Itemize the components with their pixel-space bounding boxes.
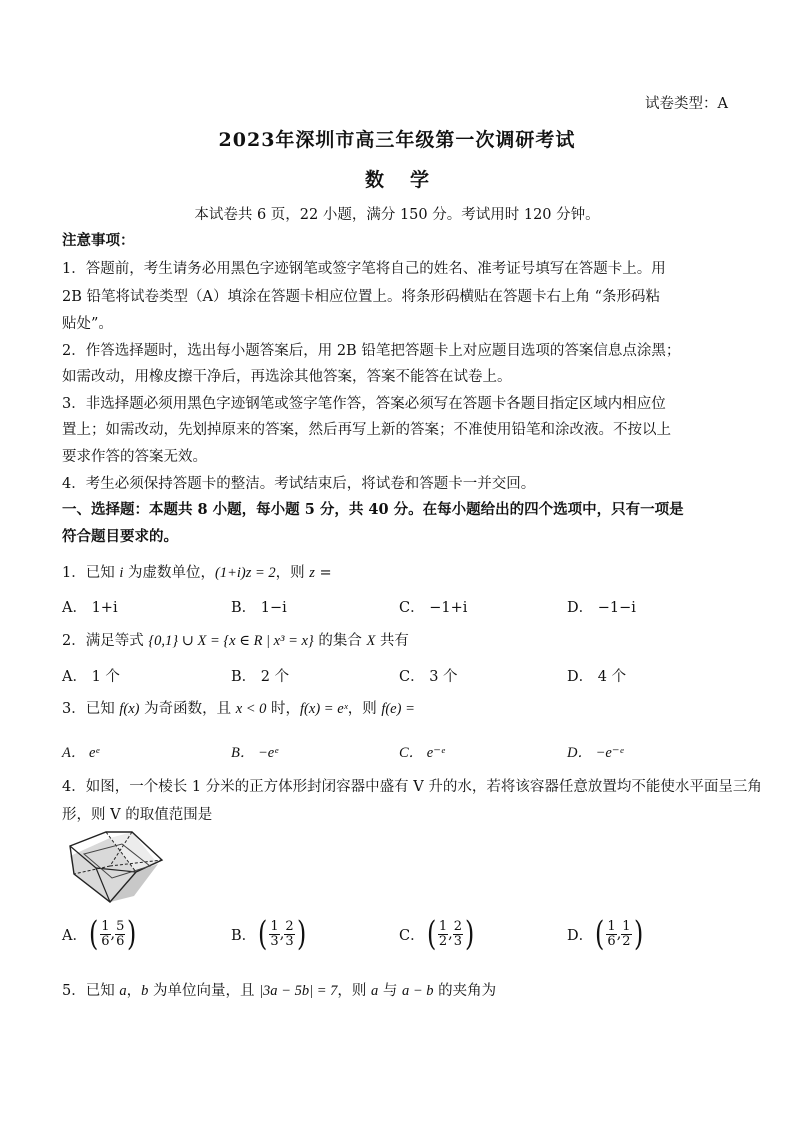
question-5 (62, 979, 496, 1000)
q3-text: 为奇函数，且 (139, 701, 236, 717)
fraction-denominator: 3 (285, 933, 294, 949)
q2-option-d: D． 4 个 (567, 669, 627, 685)
q4-option-c: C． ( $\frac{1}{2}$ , $\frac{2}{3}$ ) (399, 914, 475, 954)
notes-line: 4．考生必须保持答题卡的整洁。考试结束后，将试卷和答题卡一并交回。 (62, 476, 536, 492)
exam-info: 本试卷共 6 页，22 小题，满分 150 分。考试用时 120 分钟。 (194, 207, 600, 223)
q3-fx: f(x) (119, 701, 140, 717)
question-2 (62, 629, 409, 650)
fraction-numerator: 1 (101, 918, 110, 934)
q5-text: 已知 (85, 983, 120, 999)
notes-line: 贴处”。 (62, 316, 113, 332)
question-number: 5． (62, 983, 86, 999)
cube-figure (66, 828, 166, 906)
fraction-numerator: 1 (270, 918, 279, 934)
q3-option-b: B． −eᵉ (231, 745, 279, 761)
q3-definition: f(x) = eˣ (300, 701, 348, 717)
fraction (115, 920, 125, 949)
q1-option-c: C． −1+i (399, 600, 468, 616)
notes-line: 2．作答选择题时，选出每小题答案后，用 2B 铅笔把答题卡上对应题目选项的答案信息点涂黑； (62, 343, 681, 359)
q2-option-b: B． 2 个 (231, 669, 290, 685)
q2-text: 共有 (375, 633, 409, 649)
fraction-numerator: 2 (285, 918, 294, 934)
q5-text: ，则 (337, 983, 371, 999)
fraction (453, 920, 463, 949)
notes-line: 置上；如需改动，先划掉原来的答案，然后再写上新的答案；不准使用铅笔和涂改液。不按以上 (62, 422, 671, 438)
q1-text: 为虚数单位， (123, 565, 215, 581)
fraction (621, 920, 631, 949)
q4-option-d: D． ( $\frac{1}{6}$ , $\frac{1}{2}$ ) (567, 914, 643, 954)
question-number: 4． (62, 779, 86, 795)
fraction (269, 920, 279, 949)
fraction-denominator: 6 (101, 933, 110, 949)
q1-option-d: D． −1−i (567, 600, 636, 616)
q1-var-z: z (309, 565, 315, 581)
fraction-denominator: 2 (438, 933, 448, 949)
q1-option-a: A． 1+i (62, 600, 118, 616)
q4-text-cont: 形，则 V 的取值范围是 (62, 807, 213, 823)
cube-with-water-icon (66, 828, 166, 906)
notes-line: 1．答题前，考生请务必用黑色字迹钢笔或签字笔将自己的姓名、准考证号填写在答题卡上。用 (62, 261, 666, 277)
section-heading-cont: 符合题目要求的。 (62, 528, 178, 545)
fraction (284, 920, 294, 949)
option-letter: C． (399, 927, 425, 944)
q5-equation: |3a − 5b| = 7 (259, 983, 338, 999)
q3-option-a: A． eᵉ (62, 745, 100, 761)
q5-text: 的夹角为 (433, 983, 497, 999)
fraction-denominator: 2 (622, 933, 631, 949)
q5-text: 与 (378, 983, 402, 999)
question-number: 2． (62, 633, 86, 649)
q5-vector-a: a (119, 983, 127, 999)
q3-option-d: D． −e⁻ᵉ (567, 745, 624, 761)
fraction (438, 920, 448, 949)
fraction-numerator: 2 (453, 918, 463, 934)
fraction (606, 920, 616, 949)
q1-var-i: i (119, 565, 124, 581)
fraction-numerator: 1 (438, 918, 448, 934)
q1-option-b: B． 1−i (231, 600, 287, 616)
section-heading: 一、选择题：本题共 8 小题，每小题 5 分，共 40 分。在每小题给出的四个选项中，只有一项是 (62, 501, 684, 518)
question-4 (62, 775, 762, 796)
option-letter: A． (62, 927, 87, 944)
q2-text: 满足等式 (85, 633, 149, 649)
q5-text: 为单位向量，且 (148, 983, 260, 999)
fraction-numerator: 5 (116, 918, 125, 934)
fraction-numerator: 1 (607, 918, 616, 934)
q1-text: ，则 (275, 565, 310, 581)
page-title: 2023年深圳市高三年级第一次调研考试 (218, 129, 576, 151)
q3-option-c: C． e⁻ᵉ (399, 745, 445, 761)
subject-title: 数学 (364, 169, 455, 191)
q3-condition: x < 0 (235, 701, 267, 717)
q5-difference: a − b (401, 983, 434, 999)
q3-text: ，则 (347, 701, 382, 717)
fraction-denominator: 6 (116, 933, 125, 949)
q3-text: 已知 (85, 701, 120, 717)
question-number: 3． (62, 701, 86, 717)
q2-option-c: C． 3 个 (399, 669, 458, 685)
fraction-denominator: 3 (453, 933, 463, 949)
q5-vector-a: a (370, 983, 379, 999)
fraction-numerator: 1 (622, 918, 631, 934)
q4-option-b: B． ( $\frac{1}{3}$ , $\frac{2}{3}$ ) (231, 914, 306, 954)
q2-equation: {0,1} ∪ X = {x ∈ R | x³ = x} (148, 633, 314, 649)
q1-equation: (1+i)z = 2 (214, 565, 276, 581)
q2-option-a: A． 1 个 (62, 669, 120, 685)
fraction (100, 920, 110, 949)
q3-fe: f(e) = (381, 701, 415, 717)
fraction-denominator: 3 (270, 933, 279, 949)
fraction-denominator: 6 (607, 933, 616, 949)
q2-var-x: X (366, 633, 376, 649)
question-1 (62, 561, 332, 582)
notes-heading: 注意事项： (62, 232, 135, 249)
q1-text: = (314, 565, 332, 581)
paper-type-label: 试卷类型：A (645, 96, 728, 112)
notes-line: 要求作答的答案无效。 (62, 449, 207, 465)
question-3 (62, 697, 415, 718)
q1-text: 已知 (85, 565, 120, 581)
notes-line: 如需改动，用橡皮擦干净后，再选涂其他答案，答案不能答在试卷上。 (62, 369, 512, 385)
q4-text: 如图，一个棱长 1 分米的正方体形封闭容器中盛有 V 升的水，若将该容器任意放置均不能使水平面呈三角 (85, 779, 762, 795)
option-letter: D． (567, 927, 594, 944)
q2-text: 的集合 (313, 633, 367, 649)
q3-text: 时， (266, 701, 301, 717)
question-number: 1． (62, 565, 86, 581)
option-letter: B． (231, 927, 257, 944)
q5-vector-b: b (141, 983, 149, 999)
notes-line: 2B 铅笔将试卷类型（A）填涂在答题卡相应位置上。将条形码横贴在答题卡右上角 “条形码粘 (62, 289, 660, 305)
q5-text: ， (126, 983, 142, 999)
notes-line: 3．非选择题必须用黑色字迹钢笔或签字笔作答，答案必须写在答题卡各题目指定区域内相应位 (62, 396, 666, 412)
q4-option-a: A． ( $\frac{1}{6}$ , $\frac{5}{6}$ ) (62, 914, 137, 954)
